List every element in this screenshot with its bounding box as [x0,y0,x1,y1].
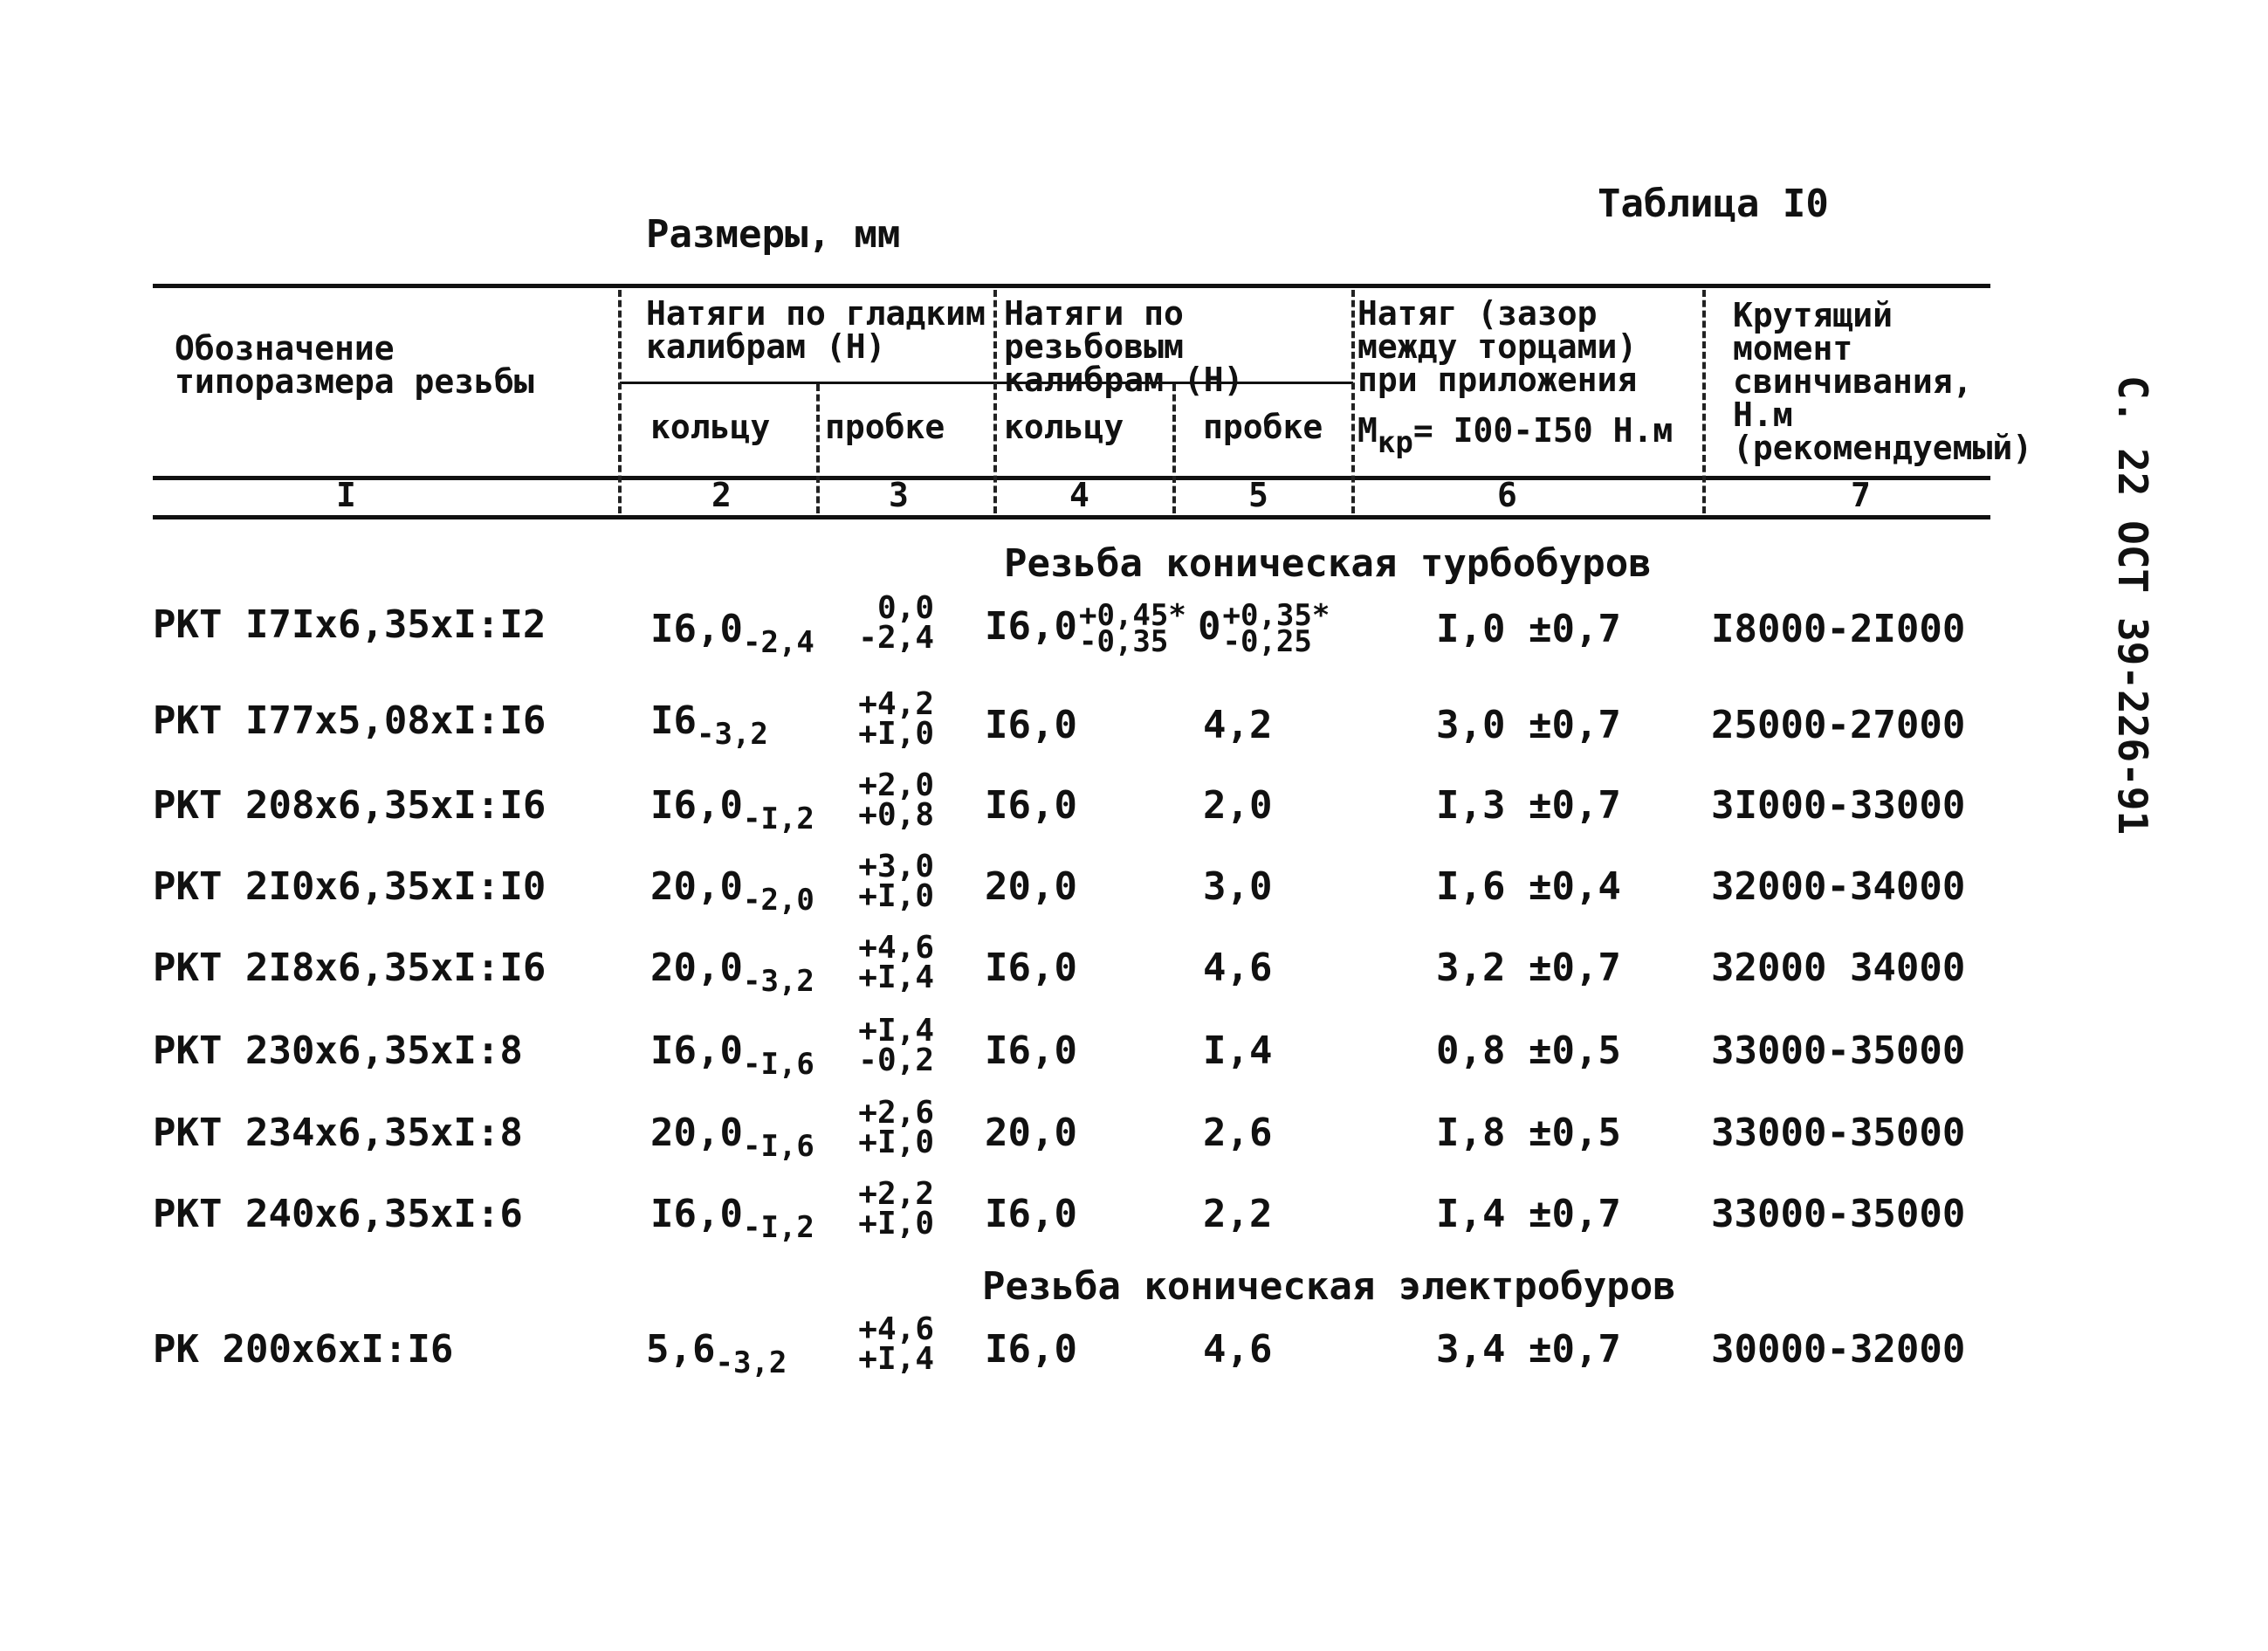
row-designation: РКТ I7Ix6,35xI:I2 [153,602,546,647]
section-title-electrodrill: Резьба коническая электробуров [982,1264,1676,1309]
row-c2: $I6,0_{-I,2}$ [650,1192,814,1245]
col-number-2: 2 [711,476,732,514]
row-c6: I,3 ±0,7 [1436,783,1621,828]
row-c2: $I6_{-3,2}$ [650,698,768,752]
row-c6: 0,8 ±0,5 [1436,1028,1621,1073]
row-c2: $5,6_{-3,2}$ [646,1327,787,1380]
row-c7: 25000-27000 [1711,703,1966,747]
row-c4: I6,0 [985,1327,1077,1372]
row-c5: I,4 [1203,1028,1273,1073]
header-group-smooth: Натяги по гладким калибрам (Н) [646,294,986,366]
row-c5: 4,6 [1203,946,1273,990]
row-c5: 2,0 [1203,783,1273,828]
col-separator [618,290,622,513]
row-c3: +2,2 +I,0 [858,1176,934,1242]
row-c4: I6,0 [985,1028,1077,1073]
row-designation: РК 200x6xI:I6 [153,1327,454,1372]
col-separator [1172,384,1176,513]
row-designation: РКТ 234x6,35xI:8 [153,1111,523,1155]
col-separator [993,290,997,513]
row-designation: РКТ 2I8x6,35xI:I6 [153,946,546,990]
row-c7: 33000-35000 [1711,1192,1966,1236]
col-number-7: 7 [1851,476,1871,514]
row-c3: +2,0 +0,8 [858,767,934,833]
row-c4: I6,0 [985,1192,1077,1236]
row-c4: 20,0 [985,1111,1077,1155]
row-c6: I,6 ±0,4 [1436,864,1621,909]
row-c7: 32000 34000 [1711,946,1966,990]
side-page-header: С. 22 ОСТ 39-226-91 [2109,375,2156,836]
row-c7: 30000-32000 [1711,1327,1966,1372]
col-number-6: 6 [1497,476,1517,514]
row-designation: РКТ I77x5,08xI:I6 [153,698,546,743]
row-c5: 4,2 [1203,703,1273,747]
col-number-3: 3 [889,476,909,514]
row-c3: +4,2 +I,0 [858,686,934,752]
row-c3: 0,0 -2,4 [858,590,934,656]
row-c7: 33000-35000 [1711,1111,1966,1155]
row-c4: 20,0 [985,864,1077,909]
header-col3: пробке [825,408,945,446]
row-c6: 3,0 ±0,7 [1436,703,1621,747]
col-separator [1702,290,1706,513]
col-number-5: 5 [1248,476,1268,514]
row-c7: 32000-34000 [1711,864,1966,909]
row-c7: 3I000-33000 [1711,783,1966,828]
col-number-1: I [336,476,356,514]
row-designation: РКТ 240x6,35xI:6 [153,1192,523,1236]
col-number-4: 4 [1069,476,1089,514]
row-c2: $20,0_{-3,2}$ [650,946,814,999]
row-c3: +3,0 +I,0 [858,849,934,914]
row-c6: 3,4 ±0,7 [1436,1327,1621,1372]
row-c4: I6,0 [985,703,1077,747]
row-c5: 3,0 [1203,864,1273,909]
row-c5: 2,6 [1203,1111,1273,1155]
row-c5: 4,6 [1203,1327,1273,1372]
row-c5: 2,2 [1203,1192,1273,1236]
row-c4: I6,0 +0,45* -0,35 [985,598,1186,659]
table-top-rule [153,284,1990,288]
row-c6: I,4 ±0,7 [1436,1192,1621,1236]
units-label: Размеры, мм [646,212,901,257]
row-c3: +4,6 +I,4 [858,1311,934,1377]
header-col2: кольцу [650,408,771,446]
table-title: Таблица I0 [1598,182,1829,226]
row-c6: 3,2 ±0,7 [1436,946,1621,990]
section-title-turbodrill: Резьба коническая турбобуров [1004,541,1652,586]
col-separator [816,384,820,513]
row-c7: I8000-2I000 [1711,607,1966,651]
row-c4: I6,0 [985,946,1077,990]
row-c2: $20,0_{-2,0}$ [650,864,814,918]
col-separator [1351,290,1355,513]
row-c3: +I,4 -0,2 [858,1013,934,1078]
row-c2: $I6,0_{-2,4}$ [650,607,814,660]
header-group-thread: Натяги по резьбовым калибрам (Н) [1004,294,1244,399]
header-col7: Крутящий момент свинчивания, Н.м (рекомендуемый) [1733,296,2033,467]
row-c4: I6,0 [985,783,1077,828]
row-c7: 33000-35000 [1711,1028,1966,1073]
header-col5: пробке [1203,408,1323,446]
row-c2: $I6,0_{-I,2}$ [650,783,814,836]
row-c6: I,0 ±0,7 [1436,607,1621,651]
header-col4: кольцу [1004,408,1124,446]
row-designation: РКТ 230x6,35xI:8 [153,1028,523,1073]
row-designation: РКТ 2I0x6,35xI:I0 [153,864,546,909]
row-c5: 0 +0,35* -0,25 [1198,598,1330,659]
numbers-bottom-rule [153,515,1990,519]
row-designation: РКТ 208x6,35xI:I6 [153,783,546,828]
row-c6: I,8 ±0,5 [1436,1111,1621,1155]
header-col1: Обозначение типоразмера резьбы [175,329,534,401]
row-c3: +4,6 +I,4 [858,930,934,995]
header-col6-moment: Мкр= I00-I50 Н.м [1357,411,1674,460]
header-col6-text: Натяг (зазор между торцами) при приложения [1357,294,1638,399]
row-c2: $I6,0_{-I,6}$ [650,1028,814,1082]
row-c3: +2,6 +I,0 [858,1095,934,1160]
row-c2: $20,0_{-I,6}$ [650,1111,814,1164]
